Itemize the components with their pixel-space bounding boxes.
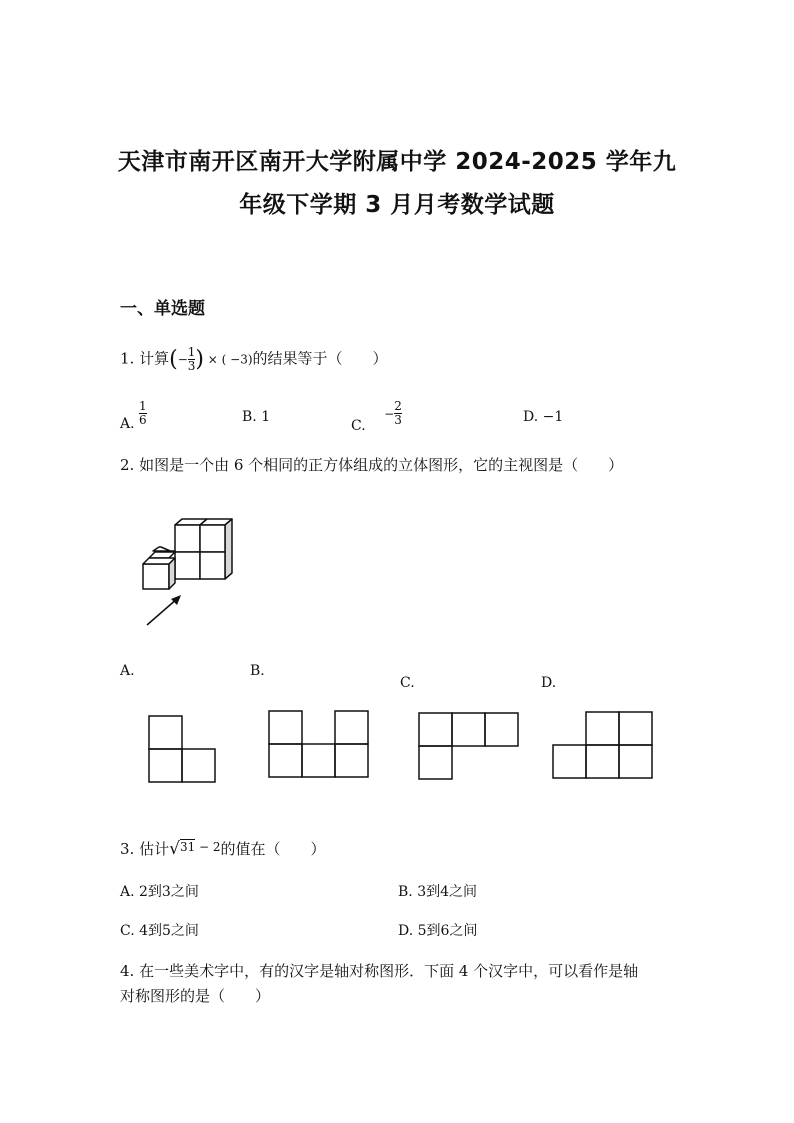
q1-close-paren: ) [195,347,204,372]
q3-radicand: 31 [179,840,196,854]
q1-frac-num: 1 [187,345,196,359]
q2-option-d-label[interactable]: D. [541,675,557,691]
q1-option-a-label: A. [120,415,135,432]
question-4-line-1: 4. 在一些美术字中，有的汉字是轴对称图形．下面 4 个汉字中，可以看作是轴 [120,962,639,980]
question-4-line-2: 对称图形的是（ ） [120,987,271,1005]
q1-option-a[interactable] [120,399,147,432]
q1-option-d[interactable]: D. −1 [523,409,564,425]
q2-option-d-figure[interactable] [552,711,656,781]
q1-option-a-fraction [139,400,147,427]
question-3 [120,838,326,859]
q1-c-den: 3 [394,413,402,427]
q1-option-c-minus: − [384,406,395,421]
view-arrow-line [147,598,178,625]
q1-frac-den: 3 [187,359,196,373]
q2-option-c-figure[interactable] [418,712,522,782]
section-heading: 一、单选题 [120,299,205,319]
q3-option-b[interactable]: B. 3到4之间 [398,884,478,900]
cube-front-face [200,525,225,552]
q1-a-den: 6 [139,413,147,427]
q1-option-b[interactable]: B. 1 [242,409,271,425]
q3-suffix: 的值在（ ） [220,840,326,858]
q1-open-paren: ( [169,347,178,372]
cube-side-face [225,519,232,579]
cube-front-face [143,564,169,589]
cube-front-face [175,552,200,579]
q1-option-c-fraction [394,400,402,427]
q2-option-a-label[interactable]: A. [120,663,135,679]
q3-option-a[interactable]: A. 2到3之间 [120,884,199,900]
q3-option-d[interactable]: D. 5到6之间 [398,923,478,939]
q1-option-c[interactable] [351,399,402,434]
sqrt-symbol: √ [169,839,180,859]
q3-option-c[interactable]: C. 4到5之间 [120,923,199,939]
cube-side-face [169,558,175,589]
doc-title-line-2: 年级下学期 3 月月考数学试题 [239,192,555,218]
q2-option-b-figure[interactable] [268,710,372,780]
q1-suffix: 的结果等于（ ） [252,349,388,368]
q3-minus-two: − 2 [195,840,221,854]
q2-option-a-figure[interactable] [148,715,218,785]
doc-title-line-1: 天津市南开区南开大学附属中学 2024-2025 学年九 [117,149,677,175]
q1-minus: − [177,352,188,367]
cube-front-face [200,552,225,579]
q1-a-num: 1 [139,399,147,413]
q1-prefix: 1. 计算 [120,349,170,368]
question-2: 2. 如图是一个由 6 个相同的正方体组成的立体图形，它的主视图是（ ） [120,456,624,474]
q1-times: × ( −3) [203,352,253,367]
q1-option-c-label: C. [351,417,366,434]
q3-prefix: 3. 估计 [120,840,170,858]
q1-c-num: 2 [394,399,402,413]
cube-solid-figure [135,515,245,630]
cube-top-face [149,552,175,558]
cube-front-face [175,525,200,552]
q2-option-c-label[interactable]: C. [400,675,415,691]
q2-option-b-label[interactable]: B. [250,663,265,679]
question-1 [120,346,388,373]
